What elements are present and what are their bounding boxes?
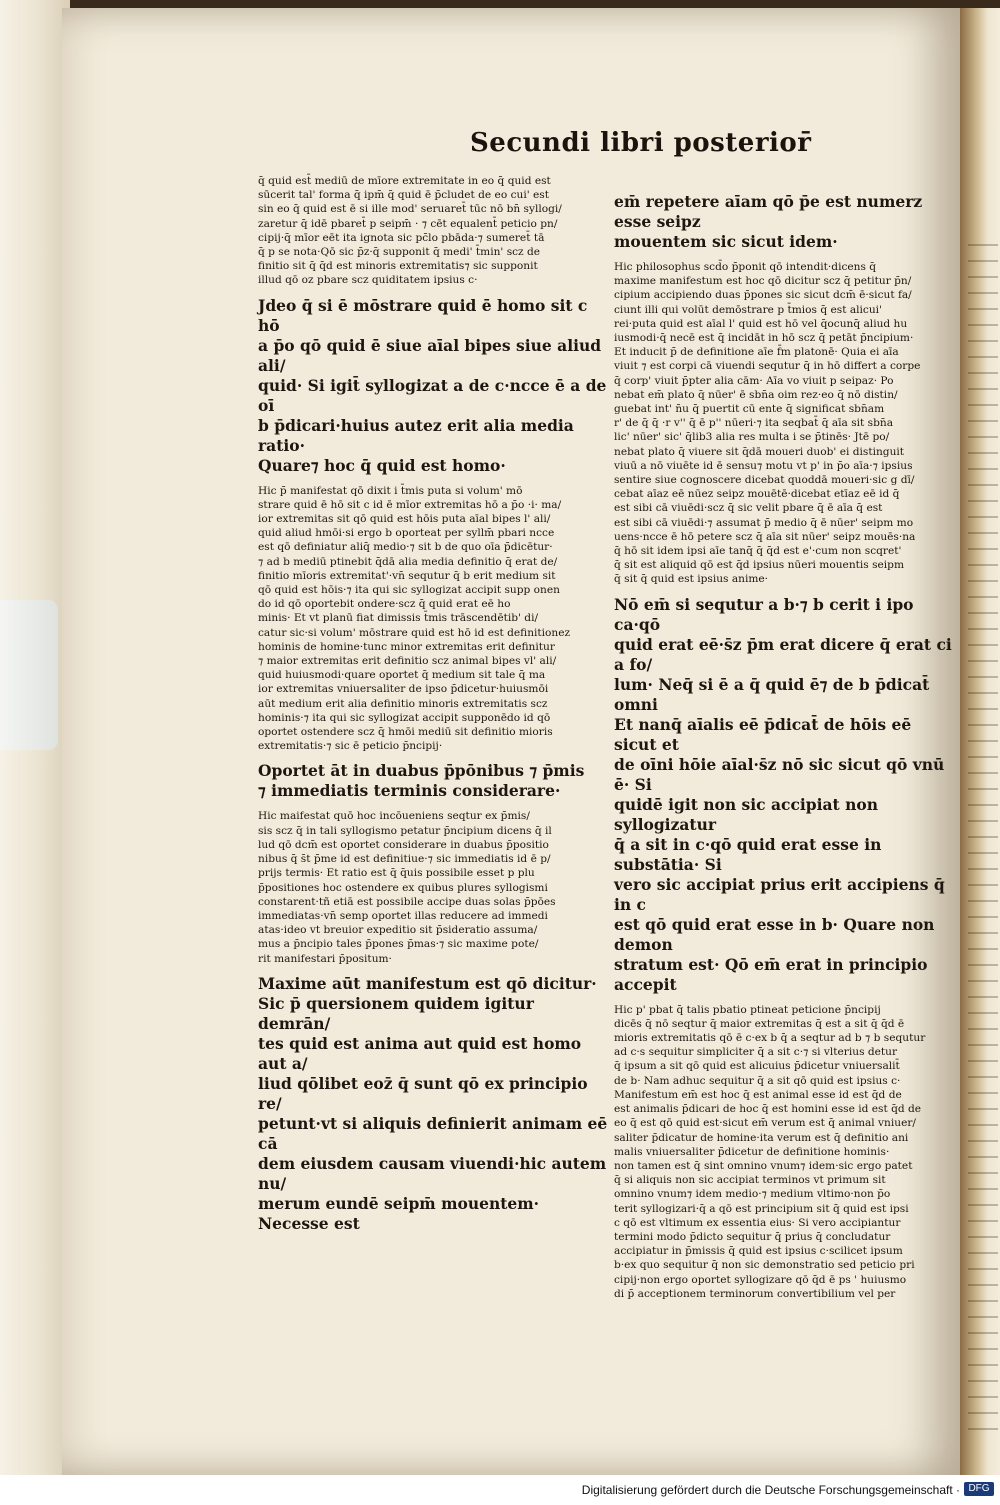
text-line: dicēs q̄ nō seqtur q̄ maior extremitas q̄ est a sit q̄ q̄d ē	[614, 1017, 905, 1030]
text-line: ⁊ maior extremitas erit definitio scz animal bipes vl' ali/	[258, 655, 557, 668]
text-line: sin eo q̄ quid est ē si ille mod' seruaret̄ tūc nō bn̄ syllogi/	[258, 203, 562, 216]
text-line: sis scz q̄ in tali syllogismo petatur p̄ncipium dicens q̄ il	[258, 824, 552, 837]
text-line: ior extremitas vniuersaliter de ipso p̄dicetur·huiusmōi	[258, 683, 549, 696]
text-line: est qō quid erat esse in b· Quare non demon	[614, 914, 935, 954]
text-line: Hic philosophus scd̄o p̄ponit qō intendit·dicens q̄	[614, 261, 877, 273]
text-line: Hic p' pbat q̄ talis pbatio ptineat peticione p̄ncipij	[614, 1003, 881, 1016]
text-line: saliter p̄dicatur de homine·ita verum est q̄ definitio ani	[614, 1131, 909, 1144]
text-line: em̄ repetere aīam qō p̄e est numerz esse seipz	[614, 192, 923, 231]
paragraph-gap	[258, 288, 610, 296]
text-line: Maxime aūt manifestum est qō dicitur·	[258, 973, 597, 993]
text-line: Jdeo q̄ si ē mōstrare quid ē homo sit c hō	[258, 295, 588, 335]
text-line: mus a p̄ncipio tales p̄pones p̄mas·⁊ sic maxime pote/	[258, 938, 539, 951]
text-passage	[258, 974, 610, 1234]
commentary-passage	[258, 484, 610, 754]
text-line: lum· Neq̄ si ē a q̄ quid ē⁊ de b p̄dicat̄ omni	[614, 674, 930, 714]
text-line: oportet ostendere scz q̄ hmōi mediū sit definitio mioris	[258, 726, 553, 739]
text-line: Nō em̄ si sequtur a b·⁊ b cerit i ipo ca·qō	[614, 594, 914, 634]
text-line: ior extremitas sit qō quid est hōis puta aīal bipes l' ali/	[258, 513, 551, 526]
text-line: quid erat eē·s̄z p̄m erat dicere q̄ erat ci a fo/	[614, 634, 952, 674]
text-line: de b· Nam adhuc sequitur q̄ a sit qō quid est ipsius c·	[614, 1074, 901, 1087]
text-line: lud qō dcm̄ est oportet considerare in duabus p̄positio	[258, 838, 549, 851]
text-line: catur sic·si volum' mōstrare quid est hō id est definitionez	[258, 626, 571, 639]
right-column	[614, 192, 954, 1301]
text-line: q̄ p se nota·Qō sic p̄z·q̄ supponit q̄ medi' t̄min' scz de	[258, 246, 541, 259]
text-line: cebat aīaz eē nūez seipz mouētē·dicebat etīaz eē id q̄	[614, 488, 900, 501]
text-line: do id qō oportebit ondere·scz q̄ quid erat eē ho	[258, 598, 511, 611]
text-line: ⁊ ad b mediū ptinebit q̄dā alia media definitio q̄ erat de/	[258, 555, 558, 568]
text-line: q̄ si aliquis non sic accipiat terminos vt primum sit	[614, 1174, 886, 1187]
text-line: q̄ quid est̄ mediū de mīore extremitate in eo q̄ quid est	[258, 175, 551, 187]
text-line: est sibi cā viuēdi·scz q̄ sic velit pbare q̄ ē aīa q̄ est	[614, 502, 883, 515]
text-line: ciunt illi qui volūt demōstrare p t̄mios q̄ est alicui'	[614, 303, 882, 316]
text-line: terit syllogizari·q̄ a qō est principium sit q̄ quid est ipsi	[614, 1202, 909, 1215]
commentary-passage	[258, 809, 610, 965]
text-line: Sic p̄ quersionem quidem igitur demrān/	[258, 993, 534, 1033]
text-line: Et nanq̄ aīalis eē p̄dicat̄ de hōis eē sicut et	[614, 714, 912, 754]
footer-bar	[0, 1475, 1000, 1505]
running-title: Secundi libri posterior̄	[470, 128, 812, 158]
paragraph-gap	[614, 252, 954, 260]
text-passage	[614, 595, 954, 995]
text-line: Hic maifestat quō hoc incōueniens seqtur ex p̄mis/	[258, 810, 530, 823]
text-line: viuū a nō viuēte id ē sensu⁊ motu vt p' in p̄o aīa·⁊ ipsius	[614, 459, 913, 472]
text-line: extremitatis·⁊ sic ē peticio p̄ncipij·	[258, 740, 443, 753]
text-line: r' de q̄ q̄ ·r v'' q̄ ē p'' nūeri·⁊ ita seqbat̄ q̄ aīa sit sbn̄a	[614, 417, 894, 430]
text-line: liud qōlibet eoz̄ q̄ sunt qō ex principio re/	[258, 1073, 588, 1113]
text-line: mioris extremitatis qō ē c·ex b q̄ a seqtur ad b ⁊ b sequtur	[614, 1032, 926, 1045]
text-line: mouentem sic sicut idem·	[614, 232, 838, 251]
commentary-passage	[614, 260, 954, 587]
next-page-text-edge	[968, 230, 998, 1430]
text-line: q̄ corp' viuit p̄pter alia cām· Aīa vo viuit p seipaz· Po	[614, 374, 894, 387]
text-line: ⁊ immediatis terminis considerare·	[258, 781, 561, 801]
text-line: quid· Si igit̄ syllogizat a de c·ncce ē a de oī	[258, 375, 607, 415]
text-line: Oportet āt in duabus p̄pōnibus ⁊ p̄mis	[258, 761, 585, 781]
text-line: q̄ a sit in c·qō quid erat esse in substātia· Si	[614, 834, 882, 874]
text-line: finitio mīoris extremitat'·vn̄ sequtur q̄ b erit medium sit	[258, 569, 556, 582]
text-line: Et inducit p̄ de definitione aīe f̄m platonē· Quia ei aīa	[614, 346, 899, 359]
text-line: hominis·⁊ ita qui sic syllogizat accipit supponēdo id qō	[258, 711, 551, 724]
paragraph-gap	[614, 587, 954, 595]
text-line: aūt medium erit alia definitio minoris extremitatis scz	[258, 697, 548, 710]
text-line: minis· Et vt planū fiat dimissis t̄mis trāscendētib' di/	[258, 612, 539, 625]
text-line: hominis de homine·tunc minor extremitas erit definitur	[258, 640, 555, 653]
text-line: q̄ ipsum a sit qō quid est alicuius p̄dicetur vniuersalit̄	[614, 1060, 900, 1073]
text-line: est sibi cā viuēdi·⁊ assumat p̄ medio q̄ ē nūer' seipm mo	[614, 516, 914, 529]
text-line: Manifestum em̄ est hoc q̄ est animal esse id est q̄d de	[614, 1088, 902, 1101]
text-line: Hic p̄ manifestat qō dixit i t̄mis puta si volum' mō	[258, 484, 523, 497]
text-line: constarent·tñ etiā est possibile accipe duas solas p̄pōes	[258, 895, 556, 908]
text-line: quidē igit non sic accipiat non syllogizatur	[614, 794, 878, 834]
text-line: petunt·vt si aliquis definierit animam eē cā	[258, 1113, 608, 1153]
text-line: prijs termis· Et ratio est q̄ q̄uis possibile esset p plu	[258, 867, 535, 880]
paragraph-gap	[258, 801, 610, 809]
text-line: nibus q̄ s̄t p̄me id est definitiue·⁊ sic immediatis id ē p/	[258, 853, 551, 866]
text-line: est animalis p̄dicari de hoc q̄ est homini esse id est q̄d de	[614, 1103, 922, 1116]
text-line: dem eiusdem causam viuendi·hic autem nu/	[258, 1153, 607, 1193]
text-passage	[258, 296, 610, 476]
text-line: merum eundē seipm̄ mouentem· Necesse est	[258, 1193, 540, 1233]
paragraph-gap	[258, 966, 610, 974]
text-line: guebat int' n̄u q̄ puertit cū ente q̄ significat sbn̄am	[614, 403, 885, 416]
text-line: termini modo p̄dicto sequitur q̄ prius q̄ concludatur	[614, 1230, 891, 1243]
text-line: nebat em̄ plato q̄ nūer' ē sbn̄a oim rez·eo q̄ nō distin/	[614, 388, 898, 401]
text-line: quid aliud hmōi·si ergo b oporteat per syllm̄ pbari ncce	[258, 527, 555, 540]
text-line: sentire siue cognoscere dicebat quoddā moueri·sic g dī/	[614, 474, 915, 487]
text-line: maxime manifestum est hoc qō dicitur scz q̄ petitur p̄n/	[614, 275, 912, 288]
text-line: malis vniuersaliter p̄dicetur de definitione hominis·	[614, 1145, 890, 1158]
paragraph-gap	[258, 753, 610, 761]
text-line: nebat plato q̄ viuere sit q̄dā moueri duob' ei distinguit	[614, 445, 905, 458]
text-line: cipij·q̄ mīor eēt ita ignota sic pc̄lo pbāda·⁊ sumeret̄ tā	[258, 231, 545, 244]
text-line: stratum est· Qō em̄ erat in principio accepit	[614, 954, 928, 994]
text-line: strare quid ē hō sit c id ē mīor extremitas hō a p̄o ·i· ma/	[258, 498, 562, 511]
text-line: quid huiusmodi·quare oportet q̄ medium sit tale q̄ ma	[258, 669, 546, 682]
funding-credit: Digitalisierung gefördert durch die Deutsche Forschungsgemeinschaft ·	[581, 1483, 960, 1497]
text-line: uens·ncce ē hō petere scz q̄ aīa sit nūer' seipz mouēs·na	[614, 530, 916, 543]
text-line: viuit ⁊ est corpi cā viuendi sequtur q̄ in hō differt a corpe	[614, 360, 921, 373]
text-line: p̄positiones hoc ostendere ex quibus plures syllogismi	[258, 881, 548, 894]
text-passage	[258, 761, 610, 801]
text-line: di p̄ acceptionem terminorum convertibilium vel per	[614, 1287, 896, 1300]
text-line: eo q̄ est qō quid est·sicut em̄ verum est q̄ animal vniuer/	[614, 1117, 916, 1130]
text-line: b·ex quo sequitur q̄ non sic demonstratio sed peticio pri	[614, 1259, 915, 1272]
text-line: finitio sit q̄ q̄d est minoris extremitatis⁊ sic supponit	[258, 260, 538, 273]
text-line: q̄ sit q̄ quid est ipsius anime·	[614, 573, 769, 586]
text-line: rit manifestari p̄positum·	[258, 952, 392, 965]
left-column	[258, 174, 610, 1234]
text-line: iusmodi·q̄ necē est q̄ incidāt in hō scz q̄ petāt p̄ncipium·	[614, 332, 914, 345]
text-line: qō quid est hōis·⁊ ita qui sic syllogizat accipit supp onen	[258, 584, 560, 597]
text-line: b p̄dicari·huius autez erit alia media ratio·	[258, 415, 574, 455]
text-line: Quare⁊ hoc q̄ quid est homo·	[258, 455, 506, 475]
text-line: de oīni hōie aīal·s̄z nō sic sicut qō vnū ē· Si	[614, 754, 945, 794]
text-line: cipium accipiendo duas p̄pones sic sicut dcm̄ ē·sicut fa/	[614, 289, 912, 302]
text-line: vero sic accipiat prius erit accipiens q̄ in c	[614, 874, 945, 914]
text-line: a p̄o qō quid ē siue aīal bipes siue aliud ali/	[258, 335, 602, 375]
text-line: zaretur q̄ idē pbaret̄ p seipm̄ · ⁊ cēt equalent̄ peticio pn/	[258, 217, 558, 230]
text-line: est qō definiatur aliq̄ medio·⁊ sit b de quo oīa p̄dicētur·	[258, 541, 553, 554]
text-line: non tamen est q̄ sint omnino vnum⁊ idem·sic ergo patet	[614, 1159, 913, 1172]
text-line: immediatas·vn̄ semp oportet illas reducere ad immedi	[258, 909, 548, 922]
text-line: omnino vnum⁊ idem medio·⁊ medium vltimo·non p̄o	[614, 1188, 891, 1201]
text-line: cipij·non ergo oportet syllogizare qō q̄d ē ps ' huiusmo	[614, 1273, 907, 1286]
text-line: accipiatur in p̄missis q̄ quid est ipsius c·scilicet ipsum	[614, 1245, 903, 1258]
commentary-passage	[258, 174, 610, 288]
text-line: q̄ sit est aliquid qō est q̄d ipsius nūeri mouentis seipm	[614, 559, 905, 572]
text-line: c qō est vltimum ex essentia eius· Si vero accipiantur	[614, 1216, 901, 1229]
commentary-passage	[614, 1003, 954, 1301]
paragraph-gap	[614, 995, 954, 1003]
paragraph-gap	[258, 476, 610, 484]
dfg-logo-icon: DFG	[964, 1482, 994, 1496]
text-line: rei·puta quid est aīal l' quid est hō vel q̄ocunq̄ aliud hu	[614, 317, 908, 330]
text-line: illud qō oz pbare scz quiditatem ipsius c·	[258, 274, 478, 287]
text-line: sūcerit tal' forma q̄ ipm̄ q̄ quid ē p̄cludet de eo cui' est	[258, 189, 549, 202]
text-line: atas·ideo vt breuior expeditio sit p̄sideratio assuma/	[258, 924, 538, 937]
text-line: lic' nūer' sic' q̄lib3 alia res multa i se p̄tinēs· Jtē po/	[614, 431, 890, 444]
plastic-clip	[0, 600, 58, 750]
text-line: q̄ hō sit idem ipsi aīe tanq̄ q̄ q̄d est e'·cum non scqret'	[614, 545, 902, 558]
text-passage	[614, 192, 954, 252]
text-line: tes quid est anima aut quid est homo aut a/	[258, 1033, 582, 1073]
text-line: ad c·s sequitur simpliciter q̄ a sit c·⁊ si vlterius detur	[614, 1046, 898, 1059]
